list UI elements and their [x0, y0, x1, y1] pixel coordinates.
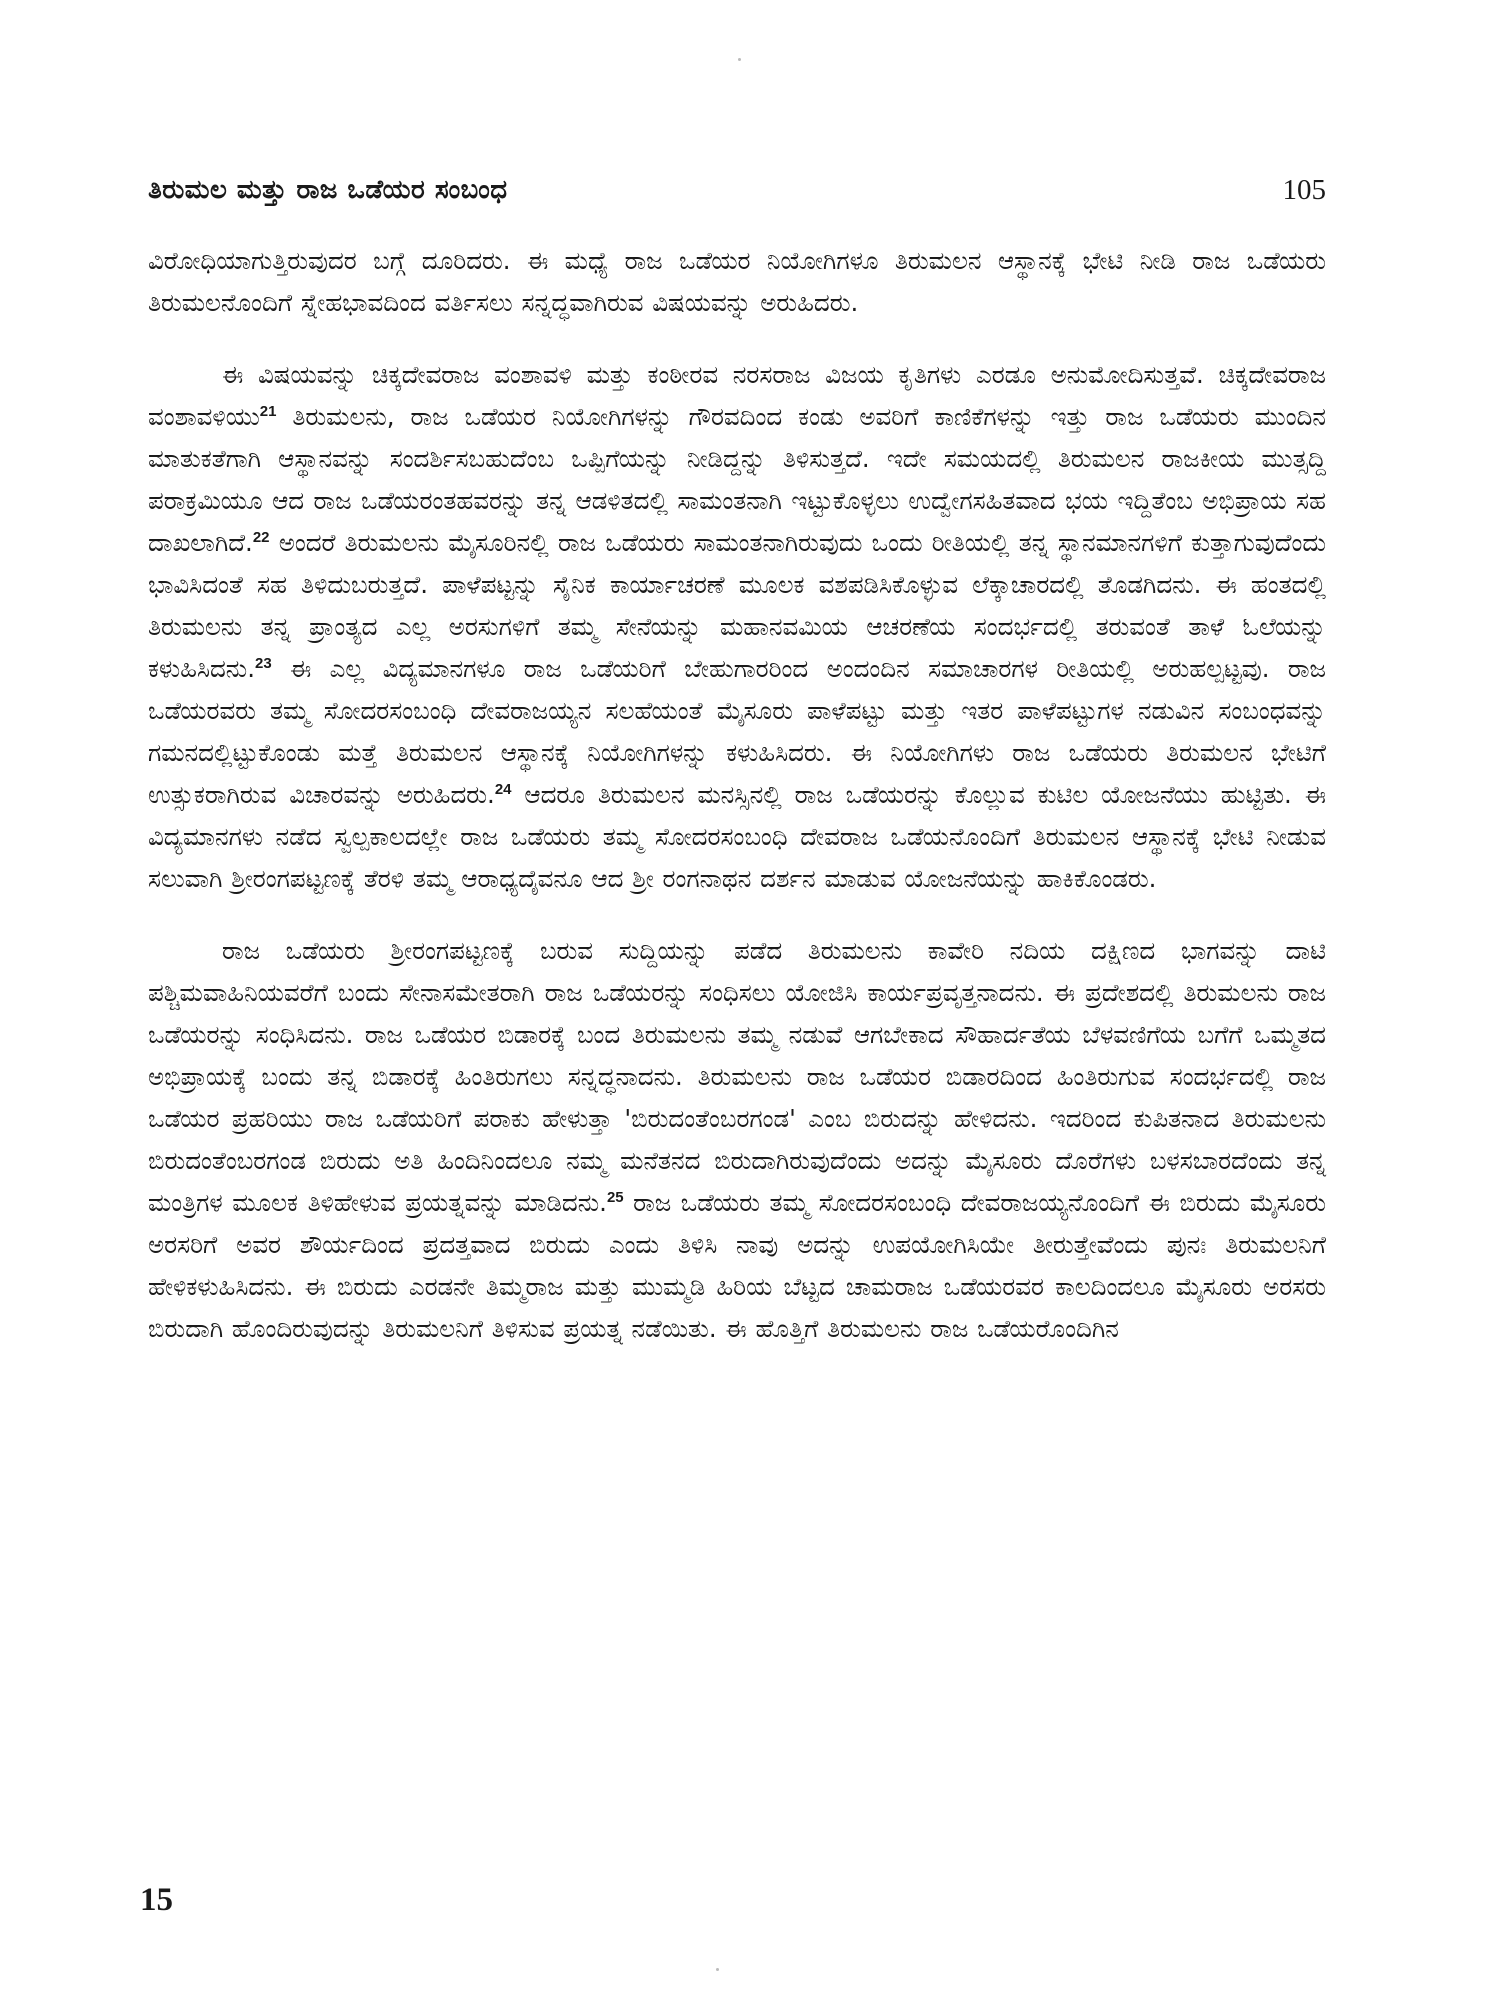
- running-title: ತಿರುಮಲ ಮತ್ತು ರಾಜ ಒಡೆಯರ ಸಂಬಂಧ: [148, 175, 508, 205]
- footnote-marker: 21: [259, 402, 277, 420]
- footnote-marker: 24: [494, 780, 512, 798]
- text-run: ಈ ಎಲ್ಲ ವಿದ್ಯಮಾನಗಳೂ ರಾಜ ಒಡೆಯರಿಗೆ ಬೇಹುಗಾರರಿಂದ ಅಂದಂದಿನ ಸಮಾಚಾರಗಳ ರೀತಿಯಲ್ಲಿ ಅರುಹಲ್ಪಟ್ಟವು. ರಾಜ ಒಡೆಯರವರು ತಮ್ಮ ಸೋದರಸಂಬಂಧಿ ದೇವರಾಜಯ್ಯನ ಸಲಹೆಯಂತೆ ಮೈಸೂರು ಪಾಳೆಪಟ್ಟು ಮತ್ತು ಇತರ ಪಾಳೆಪಟ್ಟುಗಳ ನಡುವಿನ ಸಂಬಂಧವನ್ನು ಗಮನದಲ್ಲಿಟ್ಟುಕೊಂಡು ಮತ್ತೆ ತಿರುಮಲನ ಆಸ್ಥಾನಕ್ಕೆ ನಿಯೋಗಿಗಳನ್ನು ಕಳುಹಿಸಿದರು. ಈ ನಿಯೋಗಿಗಳು ರಾಜ ಒಡೆಯರು ತಿರುಮಲನ ಭೇಟಿಗೆ ಉತ್ಸುಕರಾಗಿರುವ ವಿಚಾರವನ್ನು ಅರುಹಿದರು.: [148, 654, 1326, 809]
- folio-number: 15: [140, 1882, 173, 1918]
- text-run: ಆದರೂ ತಿರುಮಲನ ಮನಸ್ಸಿನಲ್ಲಿ ರಾಜ ಒಡೆಯರನ್ನು ಕೊಲ್ಲುವ ಕುಟಿಲ ಯೋಜನೆಯು ಹುಟ್ಟಿತು. ಈ ವಿದ್ಯಮಾನಗಳು ನಡೆದ ಸ್ವಲ್ಪಕಾಲದಲ್ಲೇ ರಾಜ ಒಡೆಯರು ತಮ್ಮ ಸೋದರಸಂಬಂಧಿ ದೇವರಾಜ ಒಡೆಯನೊಂದಿಗೆ ತಿರುಮಲನ ಆಸ್ಥಾನಕ್ಕೆ ಭೇಟಿ ನೀಡುವ ಸಲುವಾಗಿ ಶ್ರೀರಂಗಪಟ್ಟಣಕ್ಕೆ ತೆರಳಿ ತಮ್ಮ ಆರಾಧ್ಯದೈವನೂ ಆದ ಶ್ರೀ ರಂಗನಾಥನ ದರ್ಶನ ಮಾಡುವ ಯೋಜನೆಯನ್ನು ಹಾಕಿಕೊಂಡರು.: [148, 780, 1326, 893]
- body-text: [148, 240, 1326, 1380]
- running-header: [148, 170, 1326, 214]
- page-number: 105: [1282, 174, 1326, 206]
- paragraph-2: [148, 354, 1326, 900]
- text-run: ವಿರೋಧಿಯಾಗುತ್ತಿರುವುದರ ಬಗ್ಗೆ ದೂರಿದರು. ಈ ಮಧ್ಯೆ ರಾಜ ಒಡೆಯರ ನಿಯೋಗಿಗಳೂ ತಿರುಮಲನ ಆಸ್ಥಾನಕ್ಕೆ ಭೇಟಿ ನೀಡಿ ರಾಜ ಒಡೆಯರು ತಿರುಮಲನೊಂದಿಗೆ ಸ್ನೇಹಭಾವದಿಂದ ವರ್ತಿಸಲು ಸನ್ನದ್ಧವಾಗಿರುವ ವಿಷಯವನ್ನು ಅರುಹಿದರು.: [148, 246, 1326, 317]
- footnote-marker: 22: [252, 528, 270, 546]
- text-run: ಅಂದರೆ ತಿರುಮಲನು ಮೈಸೂರಿನಲ್ಲಿ ರಾಜ ಒಡೆಯರು ಸಾಮಂತನಾಗಿರುವುದು ಒಂದು ರೀತಿಯಲ್ಲಿ ತನ್ನ ಸ್ಥಾನಮಾನಗಳಿಗೆ ಕುತ್ತಾಗುವುದೆಂದು ಭಾವಿಸಿದಂತೆ ಸಹ ತಿಳಿದುಬರುತ್ತದೆ. ಪಾಳೆಪಟ್ಟನ್ನು ಸೈನಿಕ ಕಾರ್ಯಾಚರಣೆ ಮೂಲಕ ವಶಪಡಿಸಿಕೊಳ್ಳುವ ಲೆಕ್ಕಾಚಾರದಲ್ಲಿ ತೊಡಗಿದನು. ಈ ಹಂತದಲ್ಲಿ ತಿರುಮಲನು ತನ್ನ ಪ್ರಾಂತ್ಯದ ಎಲ್ಲ ಅರಸುಗಳಿಗೆ ತಮ್ಮ ಸೇನೆಯನ್ನು ಮಹಾನವಮಿಯ ಆಚರಣೆಯ ಸಂದರ್ಭದಲ್ಲಿ ತರುವಂತೆ ತಾಳೆ ಓಲೆಯನ್ನು ಕಳುಹಿಸಿದನು.: [148, 528, 1326, 683]
- footnote-marker: 23: [255, 654, 272, 672]
- scan-speck: [738, 58, 741, 61]
- scan-speck: [716, 1968, 719, 1971]
- text-run: ಈ ವಿಷಯವನ್ನು ಚಿಕ್ಕದೇವರಾಜ ವಂಶಾವಳಿ ಮತ್ತು ಕಂಠೀರವ ನರಸರಾಜ ವಿಜಯ ಕೃತಿಗಳು ಎರಡೂ ಅನುಮೋದಿಸುತ್ತವೆ. ಚಿಕ್ಕದೇವರಾಜ ವಂಶಾವಳಿಯು: [148, 360, 1326, 431]
- paragraph-1: [148, 240, 1326, 324]
- paragraph-3: [148, 930, 1326, 1350]
- footnote-marker: 25: [606, 1188, 624, 1206]
- text-run: ರಾಜ ಒಡೆಯರು ತಮ್ಮ ಸೋದರಸಂಬಂಧಿ ದೇವರಾಜಯ್ಯನೊಂದಿಗೆ ಈ ಬಿರುದು ಮೈಸೂರು ಅರಸರಿಗೆ ಅವರ ಶೌರ್ಯದಿಂದ ಪ್ರದತ್ತವಾದ ಬಿರುದು ಎಂದು ತಿಳಿಸಿ ನಾವು ಅದನ್ನು ಉಪಯೋಗಿಸಿಯೇ ತೀರುತ್ತೇವೆಂದು ಪುನಃ ತಿರುಮಲನಿಗೆ ಹೇಳಿಕಳುಹಿಸಿದನು. ಈ ಬಿರುದು ಎರಡನೇ ತಿಮ್ಮರಾಜ ಮತ್ತು ಮುಮ್ಮಡಿ ಹಿರಿಯ ಬೆಟ್ಟದ ಚಾಮರಾಜ ಒಡೆಯರವರ ಕಾಲದಿಂದಲೂ ಮೈಸೂರು ಅರಸರು ಬಿರುದಾಗಿ ಹೊಂದಿರುವುದನ್ನು ತಿರುಮಲನಿಗೆ ತಿಳಿಸುವ ಪ್ರಯತ್ನ ನಡೆಯಿತು. ಈ ಹೊತ್ತಿಗೆ ತಿರುಮಲನು ರಾಜ ಒಡೆಯರೊಂದಿಗಿನ: [148, 1188, 1327, 1343]
- text-run: ತಿರುಮಲನು, ರಾಜ ಒಡೆಯರ ನಿಯೋಗಿಗಳನ್ನು ಗೌರವದಿಂದ ಕಂಡು ಅವರಿಗೆ ಕಾಣಿಕೆಗಳನ್ನು ಇತ್ತು ರಾಜ ಒಡೆಯರು ಮುಂದಿನ ಮಾತುಕತೆಗಾಗಿ ಆಸ್ಥಾನವನ್ನು ಸಂದರ್ಶಿಸಬಹುದೆಂಬ ಒಪ್ಪಿಗೆಯನ್ನು ನೀಡಿದ್ದನ್ನು ತಿಳಿಸುತ್ತದೆ. ಇದೇ ಸಮಯದಲ್ಲಿ ತಿರುಮಲನ ರಾಜಕೀಯ ಮುತ್ಸದ್ದಿ ಪರಾಕ್ರಮಿಯೂ ಆದ ರಾಜ ಒಡೆಯರಂತಹವರನ್ನು ತನ್ನ ಆಡಳಿತದಲ್ಲಿ ಸಾಮಂತನಾಗಿ ಇಟ್ಟುಕೊಳ್ಳಲು ಉದ್ವೇಗಸಹಿತವಾದ ಭಯ ಇದ್ದಿತೆಂಬ ಅಭಿಪ್ರಾಯ ಸಹ ದಾಖಲಾಗಿದೆ.: [148, 402, 1326, 557]
- text-run: ರಾಜ ಒಡೆಯರು ಶ್ರೀರಂಗಪಟ್ಟಣಕ್ಕೆ ಬರುವ ಸುದ್ದಿಯನ್ನು ಪಡೆದ ತಿರುಮಲನು ಕಾವೇರಿ ನದಿಯ ದಕ್ಷಿಣದ ಭಾಗವನ್ನು ದಾಟಿ ಪಶ್ಚಿಮವಾಹಿನಿಯವರೆಗೆ ಬಂದು ಸೇನಾಸಮೇತರಾಗಿ ರಾಜ ಒಡೆಯರನ್ನು ಸಂಧಿಸಲು ಯೋಜಿಸಿ ಕಾರ್ಯಪ್ರವೃತ್ತನಾದನು. ಈ ಪ್ರದೇಶದಲ್ಲಿ ತಿರುಮಲನು ರಾಜ ಒಡೆಯರನ್ನು ಸಂಧಿಸಿದನು. ರಾಜ ಒಡೆಯರ ಬಿಡಾರಕ್ಕೆ ಬಂದ ತಿರುಮಲನು ತಮ್ಮ ನಡುವೆ ಆಗಬೇಕಾದ ಸೌಹಾರ್ದತೆಯ ಬೆಳವಣಿಗೆಯ ಬಗೆಗೆ ಒಮ್ಮತದ ಅಭಿಪ್ರಾಯಕ್ಕೆ ಬಂದು ತನ್ನ ಬಿಡಾರಕ್ಕೆ ಹಿಂತಿರುಗಲು ಸನ್ನದ್ಧನಾದನು. ತಿರುಮಲನು ರಾಜ ಒಡೆಯರ ಬಿಡಾರದಿಂದ ಹಿಂತಿರುಗುವ ಸಂದರ್ಭದಲ್ಲಿ ರಾಜ ಒಡೆಯರ ಪ್ರಹರಿಯು ರಾಜ ಒಡೆಯರಿಗೆ ಪರಾಕು ಹೇಳುತ್ತಾ 'ಬಿರುದಂತೆಂಬರಗಂಡ' ಎಂಬ ಬಿರುದನ್ನು ಹೇಳಿದನು. ಇದರಿಂದ ಕುಪಿತನಾದ ತಿರುಮಲನು ಬಿರುದಂತೆಂಬರಗಂಡ ಬಿರುದು ಅತಿ ಹಿಂದಿನಿಂದಲೂ ನಮ್ಮ ಮನೆತನದ ಬಿರುದಾಗಿರುವುದೆಂದು ಅದನ್ನು ಮೈಸೂರು ದೊರೆಗಳು ಬಳಸಬಾರದೆಂದು ತನ್ನ ಮಂತ್ರಿಗಳ ಮೂಲಕ ತಿಳಿಹೇಳುವ ಪ್ರಯತ್ನವನ್ನು ಮಾಡಿದನು.: [148, 936, 1326, 1217]
